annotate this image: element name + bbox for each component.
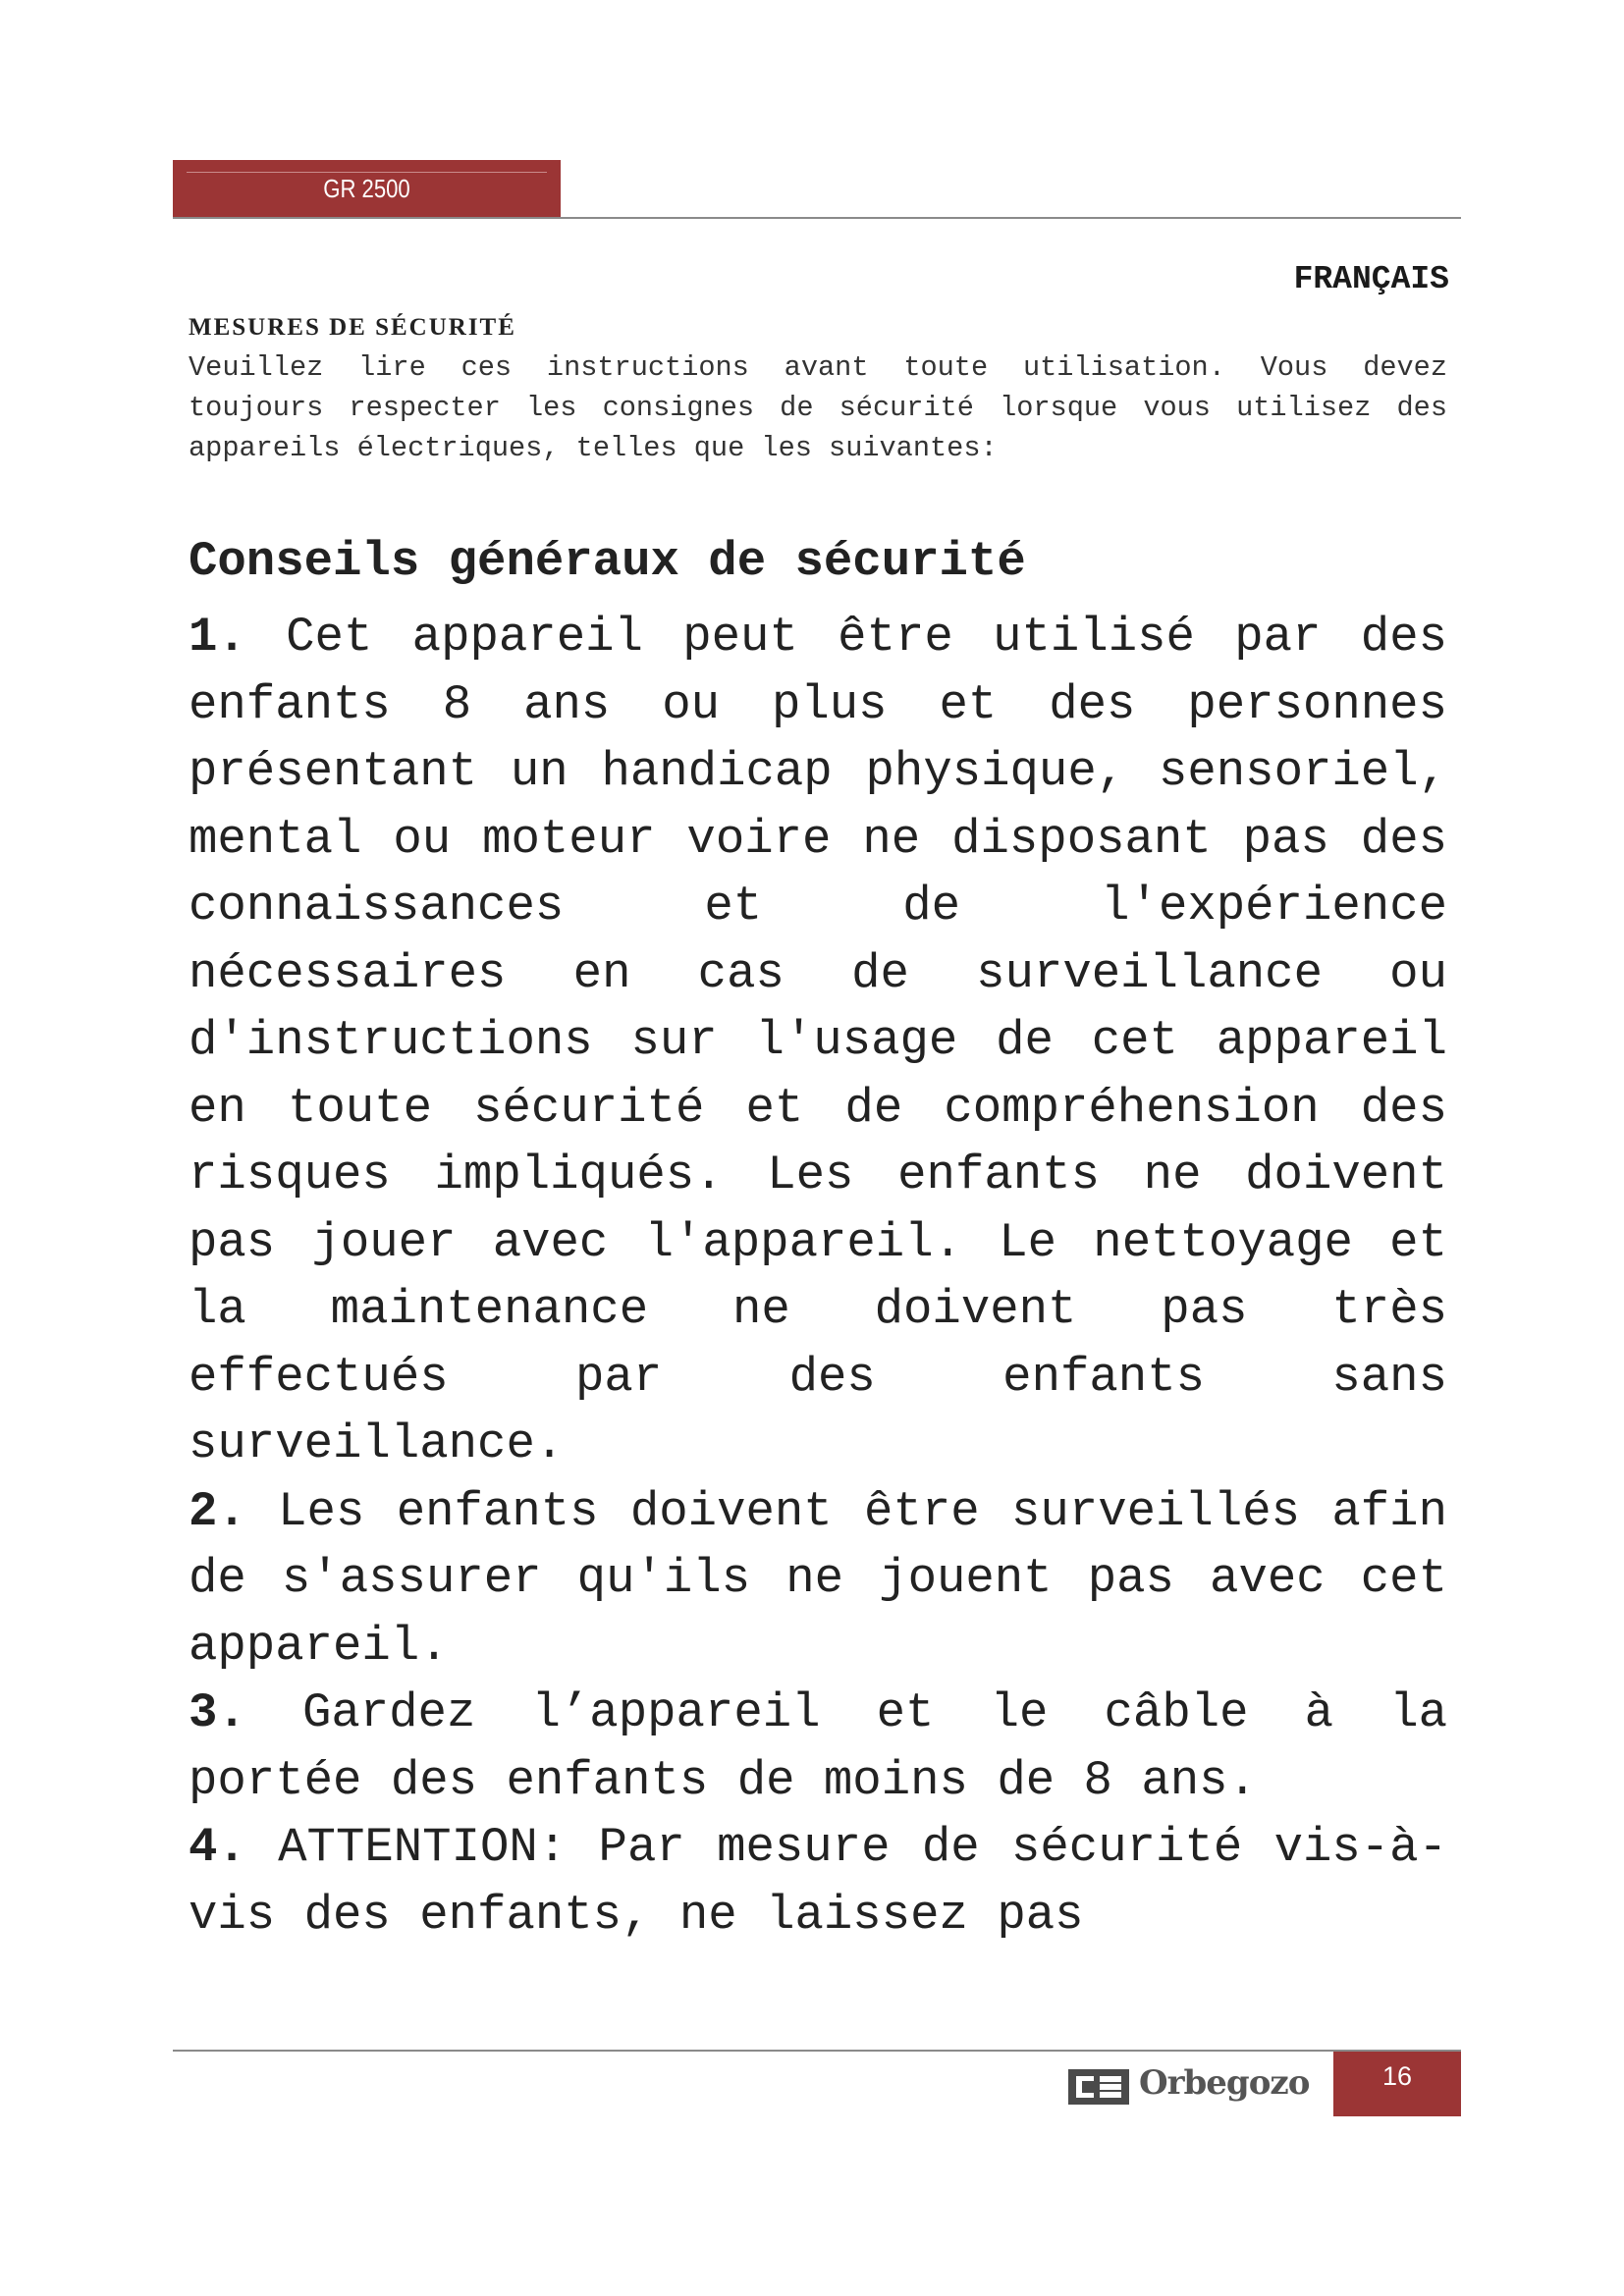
header-tab-rule	[187, 172, 547, 173]
item-number: 3.	[189, 1685, 246, 1740]
item-number: 2.	[189, 1483, 246, 1539]
brand-logo	[1068, 2061, 1316, 2110]
language-label: FRANÇAIS	[1293, 261, 1449, 297]
safety-item	[189, 1680, 1447, 1814]
intro-paragraph: Veuillez lire ces instructions avant toute utilisation. Vous devez toujours respecter les consignes de sécurité lorsque vous utilisez des appareils électriques, telles que les suivantes:	[189, 351, 1447, 464]
safety-items-list	[189, 604, 1447, 1949]
brand-mark-icon	[1068, 2069, 1129, 2105]
brand-wordmark: Orbegozo	[1139, 2063, 1310, 2103]
header-divider	[173, 217, 1461, 219]
item-number: 1.	[189, 610, 246, 665]
header-model-tab	[173, 160, 561, 217]
item-number: 4.	[189, 1820, 246, 1875]
model-name: GR 2500	[323, 174, 410, 203]
safety-item	[189, 1478, 1447, 1681]
safety-item	[189, 604, 1447, 1478]
safety-item	[189, 1814, 1447, 1949]
page-number: 16	[1333, 2052, 1461, 2116]
footer-divider	[173, 2050, 1461, 2052]
item-text: ATTENTION: Par mesure de sécurité vis-à-vis des enfants, ne laissez pas	[189, 1820, 1447, 1943]
item-text: Les enfants doivent être surveillés afin de s'assurer qu'ils ne jouent pas avec cet appareil.	[189, 1483, 1447, 1674]
safety-heading: MESURES DE SÉCURITÉ	[189, 314, 516, 341]
section-title: Conseils généraux de sécurité	[189, 534, 1026, 589]
item-text: Gardez l’appareil et le câble à la portée des enfants de moins de 8 ans.	[189, 1685, 1447, 1808]
item-text: Cet appareil peut être utilisé par des enfants 8 ans ou plus et des personnes présentant un handicap physique, sensoriel, mental ou moteur voire ne disposant pas des connaissances et de l'expérience nécessaires en cas de surveillance ou d'instructions sur l'usage de cet appareil en toute sécurité et de compréhension des risques impliqués. Les enfants ne doivent pas jouer avec l'appareil. Le nettoyage et la maintenance ne doivent pas très effectués par des enfants sans surveillance.	[189, 610, 1448, 1471]
